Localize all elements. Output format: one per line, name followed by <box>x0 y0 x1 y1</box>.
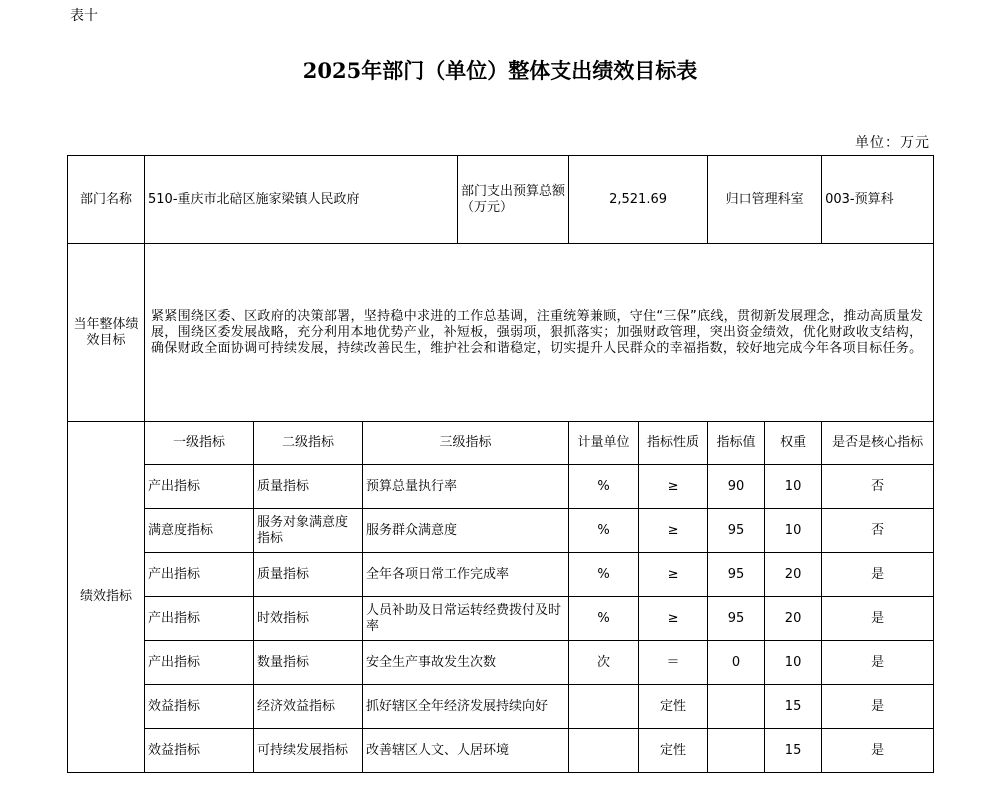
level2-cell: 时效指标 <box>254 597 363 641</box>
col-header: 三级指标 <box>363 422 569 465</box>
performance-table <box>67 155 934 773</box>
nature-cell: ＝ <box>639 641 708 685</box>
value-cell: 95 <box>708 509 765 553</box>
level2-cell: 可持续发展指标 <box>254 729 363 773</box>
office-label: 归口管理科室 <box>708 156 822 244</box>
level2-cell: 质量指标 <box>254 465 363 509</box>
nature-cell: ≥ <box>639 465 708 509</box>
level1-cell: 效益指标 <box>145 685 254 729</box>
table-row <box>68 685 934 729</box>
unit-cell: % <box>569 553 639 597</box>
budget-value: 2,521.69 <box>569 156 708 244</box>
table-row <box>68 553 934 597</box>
core-cell: 是 <box>822 641 934 685</box>
col-header: 指标值 <box>708 422 765 465</box>
level3-cell: 改善辖区人文、人居环境 <box>363 729 569 773</box>
level1-cell: 效益指标 <box>145 729 254 773</box>
nature-cell: 定性 <box>639 729 708 773</box>
weight-cell: 20 <box>765 597 822 641</box>
weight-cell: 10 <box>765 641 822 685</box>
level3-cell: 安全生产事故发生次数 <box>363 641 569 685</box>
nature-cell: ≥ <box>639 553 708 597</box>
table-row <box>68 597 934 641</box>
nature-cell: ≥ <box>639 597 708 641</box>
core-cell: 是 <box>822 597 934 641</box>
value-cell <box>708 729 765 773</box>
goal-row <box>68 244 934 422</box>
table-row <box>68 509 934 553</box>
level1-cell: 产出指标 <box>145 597 254 641</box>
unit-cell: % <box>569 465 639 509</box>
dept-name-label: 部门名称 <box>68 156 145 244</box>
weight-cell: 10 <box>765 465 822 509</box>
level3-cell: 预算总量执行率 <box>363 465 569 509</box>
page-title: 2025年部门（单位）整体支出绩效目标表 <box>302 58 698 83</box>
core-cell: 否 <box>822 465 934 509</box>
table-row <box>68 641 934 685</box>
unit-cell: 次 <box>569 641 639 685</box>
level3-cell: 抓好辖区全年经济发展持续向好 <box>363 685 569 729</box>
col-header: 计量单位 <box>569 422 639 465</box>
level3-cell: 服务群众满意度 <box>363 509 569 553</box>
budget-label: 部门支出预算总额（万元） <box>458 156 569 244</box>
level1-cell: 产出指标 <box>145 465 254 509</box>
dept-name-value: 510-重庆市北碚区施家梁镇人民政府 <box>145 156 458 244</box>
indicator-section-label: 绩效指标 <box>68 422 145 773</box>
core-cell: 是 <box>822 729 934 773</box>
value-cell: 95 <box>708 597 765 641</box>
col-header: 权重 <box>765 422 822 465</box>
level2-cell: 服务对象满意度指标 <box>254 509 363 553</box>
col-header: 是否是核心指标 <box>822 422 934 465</box>
value-cell: 90 <box>708 465 765 509</box>
level1-cell: 产出指标 <box>145 553 254 597</box>
level2-cell: 经济效益指标 <box>254 685 363 729</box>
value-cell: 95 <box>708 553 765 597</box>
weight-cell: 15 <box>765 729 822 773</box>
col-header: 一级指标 <box>145 422 254 465</box>
col-header: 指标性质 <box>639 422 708 465</box>
weight-cell: 20 <box>765 553 822 597</box>
dept-info-row <box>68 156 934 244</box>
level3-cell: 全年各项日常工作完成率 <box>363 553 569 597</box>
nature-cell: 定性 <box>639 685 708 729</box>
unit-cell <box>569 685 639 729</box>
core-cell: 否 <box>822 509 934 553</box>
col-header: 二级指标 <box>254 422 363 465</box>
table-row <box>68 729 934 773</box>
level1-cell: 满意度指标 <box>145 509 254 553</box>
weight-cell: 10 <box>765 509 822 553</box>
value-cell: 0 <box>708 641 765 685</box>
unit-label: 单位：万元 <box>855 135 930 151</box>
level1-cell: 产出指标 <box>145 641 254 685</box>
goal-text: 紧紧围绕区委、区政府的决策部署，坚持稳中求进的工作总基调，注重统筹兼顾，守住“三保”底线，贯彻新发展理念，推动高质量发展，围绕区委发展战略，充分利用本地优势产业，补短板，强弱项，狠抓落实；加强财政管理，突出资金绩效，优化财政收支结构，确保财政全面协调可持续发展，持续改善民生，维护社会和谐稳定，切实提升人民群众的幸福指数，较好地完成今年各项目标任务。 <box>145 244 934 422</box>
level3-cell: 人员补助及日常运转经费拨付及时率 <box>363 597 569 641</box>
office-value: 003-预算科 <box>822 156 934 244</box>
core-cell: 是 <box>822 685 934 729</box>
weight-cell: 15 <box>765 685 822 729</box>
nature-cell: ≥ <box>639 509 708 553</box>
goal-label: 当年整体绩效目标 <box>68 244 145 422</box>
indicator-header-row <box>68 422 934 465</box>
unit-cell <box>569 729 639 773</box>
unit-cell: % <box>569 597 639 641</box>
table-label: 表十 <box>70 8 98 24</box>
core-cell: 是 <box>822 553 934 597</box>
level2-cell: 质量指标 <box>254 553 363 597</box>
table-row <box>68 465 934 509</box>
unit-cell: % <box>569 509 639 553</box>
level2-cell: 数量指标 <box>254 641 363 685</box>
value-cell <box>708 685 765 729</box>
